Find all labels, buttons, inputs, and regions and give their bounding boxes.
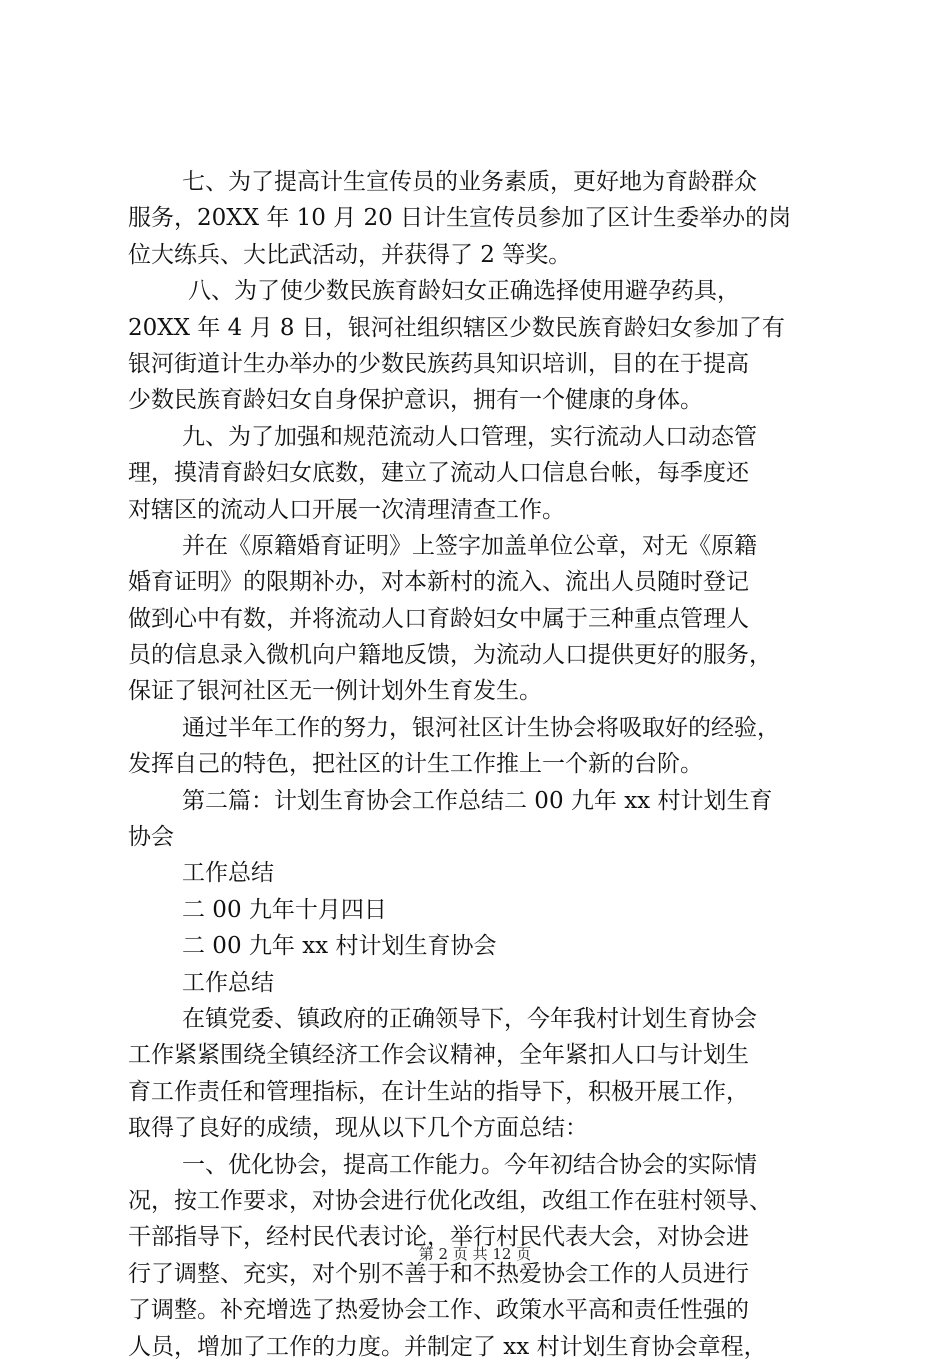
text-line: 保证了银河社区无一例计划外生育发生。 bbox=[128, 678, 542, 705]
text-line: 20XX 年 4 月 8 日，银河社组织辖区少数民族育龄妇女参加了有 bbox=[128, 314, 785, 341]
text-line: 取得了良好的成绩，现从以下几个方面总结： bbox=[128, 1115, 588, 1142]
text-line: 况，按工作要求，对协会进行优化改组，改组工作在驻村领导、 bbox=[128, 1187, 772, 1214]
text-line: 员的信息录入微机向户籍地反馈，为流动人口提供更好的服务， bbox=[128, 642, 772, 669]
text-line: 干部指导下，经村民代表讨论，举行村民代表大会，对协会进 bbox=[128, 1224, 749, 1251]
text-line: 工作总结 bbox=[182, 860, 274, 887]
section-heading-continued: 协会 bbox=[128, 824, 174, 851]
date-line: 二 00 九年十月四日 bbox=[182, 896, 387, 923]
document-body bbox=[128, 164, 843, 1365]
text-line: 一、优化协会，提高工作能力。今年初结合协会的实际情 bbox=[182, 1151, 757, 1178]
page-number-footer: 第 2 页 共 12 页 bbox=[418, 1245, 532, 1263]
text-line: 八、为了使少数民族育龄妇女正确选择使用避孕药具， bbox=[188, 278, 740, 305]
text-line: 位大练兵、大比武活动，并获得了 2 等奖。 bbox=[128, 241, 572, 268]
text-line: 七、为了提高计生宣传员的业务素质，更好地为育龄群众 bbox=[182, 169, 757, 195]
text-line: 对辖区的流动人口开展一次清理清查工作。 bbox=[128, 496, 565, 523]
text-line: 做到心中有数，并将流动人口育龄妇女中属于三种重点管理人 bbox=[128, 605, 749, 632]
text-line: 发挥自己的特色，把社区的计生工作推上一个新的台阶。 bbox=[128, 751, 703, 778]
text-line: 行了调整、充实，对个别不善于和不热爱协会工作的人员进行 bbox=[128, 1260, 749, 1287]
text-line: 通过半年工作的努力，银河社区计生协会将吸取好的经验， bbox=[182, 714, 780, 741]
text-line: 在镇党委、镇政府的正确领导下，今年我村计划生育协会 bbox=[182, 1005, 757, 1032]
text-line: 少数民族育龄妇女自身保护意识，拥有一个健康的身体。 bbox=[128, 387, 703, 414]
text-line: 了调整。补充增选了热爱协会工作、政策水平高和责任性强的 bbox=[128, 1297, 749, 1324]
text-line: 人员，增加了工作的力度。并制定了 xx 村计划生育协会章程， bbox=[128, 1333, 767, 1360]
text-line: 工作紧紧围绕全镇经济工作会议精神，全年紧扣人口与计划生 bbox=[128, 1042, 749, 1069]
text-line: 九、为了加强和规范流动人口管理，实行流动人口动态管 bbox=[182, 423, 757, 450]
text-line: 二 00 九年 xx 村计划生育协会 bbox=[182, 933, 497, 960]
text-line: 工作总结 bbox=[182, 969, 274, 996]
text-line: 服务，20XX 年 10 月 20 日计生宣传员参加了区计生委举办的岗 bbox=[128, 205, 792, 232]
text-line: 银河街道计生办举办的少数民族药具知识培训，目的在于提高 bbox=[128, 350, 749, 377]
text-line: 育工作责任和管理指标，在计生站的指导下，积极开展工作， bbox=[128, 1078, 749, 1105]
text-line: 理，摸清育龄妇女底数，建立了流动人口信息台帐，每季度还 bbox=[128, 460, 749, 487]
section-heading: 第二篇：计划生育协会工作总结二 00 九年 xx 村计划生育 bbox=[182, 787, 773, 814]
text-line: 婚育证明》的限期补办，对本新村的流入、流出人员随时登记 bbox=[128, 569, 749, 596]
text-line: 并在《原籍婚育证明》上签字加盖单位公章，对无《原籍 bbox=[182, 532, 757, 559]
